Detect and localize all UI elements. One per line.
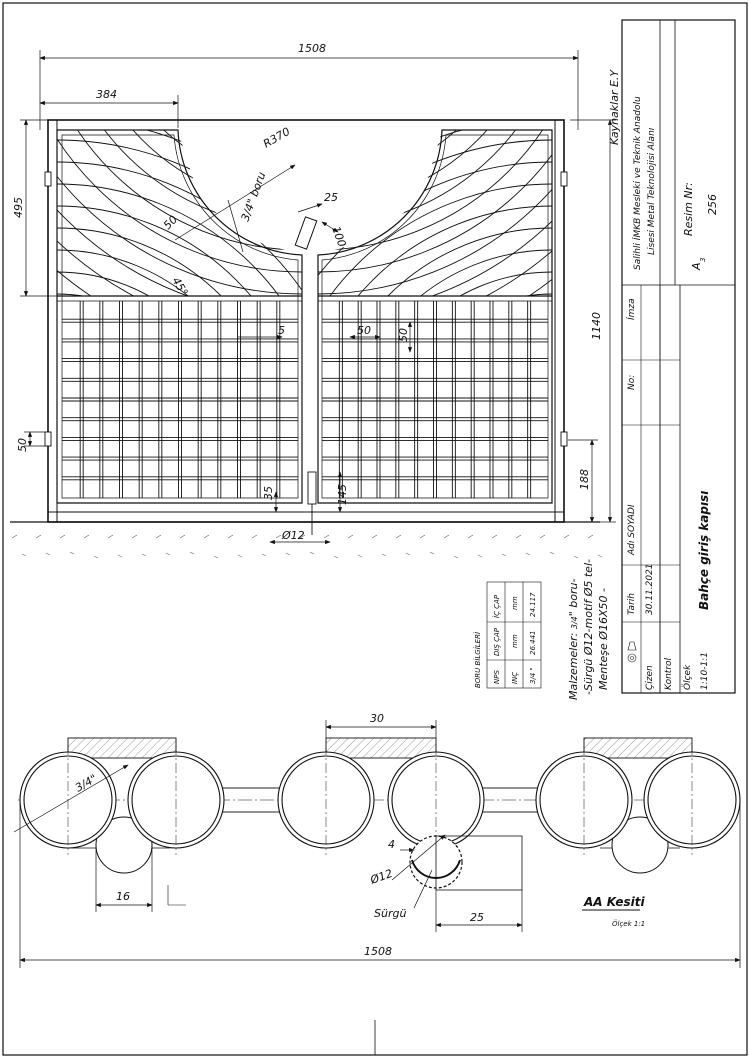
svg-text:No:: No: [627, 374, 637, 390]
motif-wire [114, 0, 522, 184]
svg-text:26.441: 26.441 [529, 630, 537, 655]
dim-grid-cell-h: 50 [397, 328, 410, 342]
ground-mark [132, 535, 146, 556]
ground-mark [468, 535, 482, 557]
ground-mark [108, 535, 122, 557]
section-top-width: 30 [370, 712, 384, 725]
dim-grid-cell-w: 50 [357, 324, 371, 337]
drop-bolt [308, 472, 316, 504]
svg-text:A: A [690, 262, 703, 270]
dim-grid-wire: 5 [278, 324, 285, 337]
dim-motif-spacing: 50 [160, 213, 181, 233]
ground-mark [228, 535, 242, 557]
ground-mark [396, 535, 410, 555]
author: Kaynaklar E.Y [608, 69, 621, 145]
left-leaf-outline [57, 130, 302, 503]
dim-bolt-dia: Ø12 [282, 529, 305, 542]
hinge-bottom-left [45, 432, 51, 446]
ground-mark [204, 535, 218, 558]
svg-text:Lisesi Metal Teknolojisi Alanı: Lisesi Metal Teknolojisi Alanı [647, 127, 657, 255]
dim-overall-height: 1140 [590, 312, 603, 340]
svg-text:Malzemeler: 3/4" boru-: Malzemeler: 3/4" boru- [567, 578, 580, 700]
latch-top [295, 217, 317, 249]
ground-mark [324, 535, 338, 558]
dim-pipe-label: 3/4" boru [238, 170, 269, 224]
svg-text:Ölçek: Ölçek [683, 664, 693, 690]
svg-text:3: 3 [699, 257, 707, 262]
ground-mark [60, 535, 74, 554]
ground-mark [492, 535, 506, 556]
dim-radius: R370 [261, 125, 293, 151]
hinge-top-right [561, 172, 567, 186]
motif-wire [136, 0, 500, 162]
ground-mark [588, 535, 602, 557]
motif-wire [0, 0, 726, 404]
svg-text:24.117: 24.117 [529, 592, 537, 617]
dim-overall-width: 1508 [298, 42, 326, 55]
svg-text:BORU BİLGİLERİ: BORU BİLGİLERİ [474, 631, 482, 688]
dim-arc-height: 495 [12, 197, 25, 218]
svg-text:DIŞ ÇAP: DIŞ ÇAP [493, 627, 501, 656]
hinge-top-left [45, 172, 51, 186]
pipe-info-table [473, 582, 541, 688]
motif-wire [0, 0, 742, 404]
section-bolt-dia: Ø12 [368, 866, 395, 887]
ground-mark [348, 535, 362, 557]
ground-mark [36, 535, 50, 555]
motif-wire [0, 0, 654, 316]
ground-mark [540, 535, 554, 554]
motif-wire [142, 0, 462, 140]
svg-text:mm: mm [511, 596, 519, 610]
svg-text:1:10-1:1: 1:10-1:1 [700, 652, 710, 690]
materials-note [567, 559, 610, 700]
ground-mark [372, 535, 386, 556]
dim-latch-len: 100 [329, 224, 349, 249]
section-bolt-label: Sürgü [374, 907, 407, 920]
ground-mark [84, 535, 98, 558]
section-bolt-gap: 4 [388, 838, 395, 851]
ground-mark [564, 535, 578, 558]
motif-wire [70, 0, 566, 228]
dim-angle: 45° [169, 275, 191, 299]
motif-wire [120, 0, 484, 162]
ground-mark [420, 535, 434, 554]
motif-wire [0, 0, 676, 338]
svg-text:-Sürgü Ø12-motif Ø5 tel-: -Sürgü Ø12-motif Ø5 tel- [582, 559, 595, 695]
title-block-text [626, 96, 719, 690]
dim-hinge-height: 188 [578, 469, 591, 490]
svg-text:3/4 ": 3/4 " [529, 667, 537, 684]
motif-wire [158, 0, 478, 140]
motif-wire [0, 0, 698, 360]
section-aa [14, 720, 740, 968]
svg-text:Resim Nr:: Resim Nr: [682, 182, 695, 236]
projection-symbol [628, 642, 636, 662]
ground-mark [180, 535, 194, 554]
svg-text:Salihli İMKB Mesleki ve Teknik: Salihli İMKB Mesleki ve Teknik Anadolu [633, 96, 643, 270]
ground-mark [444, 535, 458, 558]
svg-text:Tarih: Tarih [627, 593, 637, 615]
elevation-dim-labels [12, 42, 621, 542]
dim-bolt-len: 145 [336, 484, 349, 505]
ground-mark [516, 535, 530, 555]
ground-mark [156, 535, 170, 555]
svg-text:30.11.2021: 30.11.2021 [645, 563, 655, 615]
dim-hinge: 50 [16, 438, 29, 452]
ground-mark [252, 535, 266, 556]
svg-text:İmza: İmza [627, 298, 637, 320]
dim-gap: 25 [324, 191, 338, 204]
svg-text:Kontrol: Kontrol [664, 657, 674, 690]
section-pipe-label: 3/4" [73, 771, 100, 795]
section-overall-width: 1508 [364, 945, 392, 958]
motif-wire [0, 0, 660, 338]
section-bolt-offset: 25 [470, 911, 484, 924]
ground-hatch [12, 535, 602, 558]
svg-text:Çizen: Çizen [645, 665, 655, 690]
svg-text:İÇ ÇAP: İÇ ÇAP [493, 594, 501, 618]
hinge-bottom-right [561, 432, 567, 446]
svg-text:mm: mm [511, 634, 519, 648]
svg-text:INÇ: INÇ [511, 671, 519, 684]
dim-bottom-gap: 35 [262, 486, 275, 500]
section-scale: Ölçek 1:1 [612, 920, 646, 928]
svg-text:Menteşe Ø16X50 -: Menteşe Ø16X50 - [597, 588, 610, 690]
svg-text:NPS: NPS [493, 670, 501, 684]
section-title: AA Kesiti [584, 895, 645, 909]
section-small-dia: 16 [116, 890, 130, 903]
svg-text:256: 256 [706, 194, 719, 215]
motif-wire [0, 0, 682, 360]
gate-frame [48, 120, 564, 522]
drawing-title: Bahçe giriş kapısı [697, 490, 711, 610]
svg-text:Adı SOYADI: Adı SOYADI [627, 504, 637, 555]
motif-wire [48, 0, 588, 250]
dim-left-width: 384 [96, 88, 117, 101]
ground-mark [12, 535, 26, 556]
